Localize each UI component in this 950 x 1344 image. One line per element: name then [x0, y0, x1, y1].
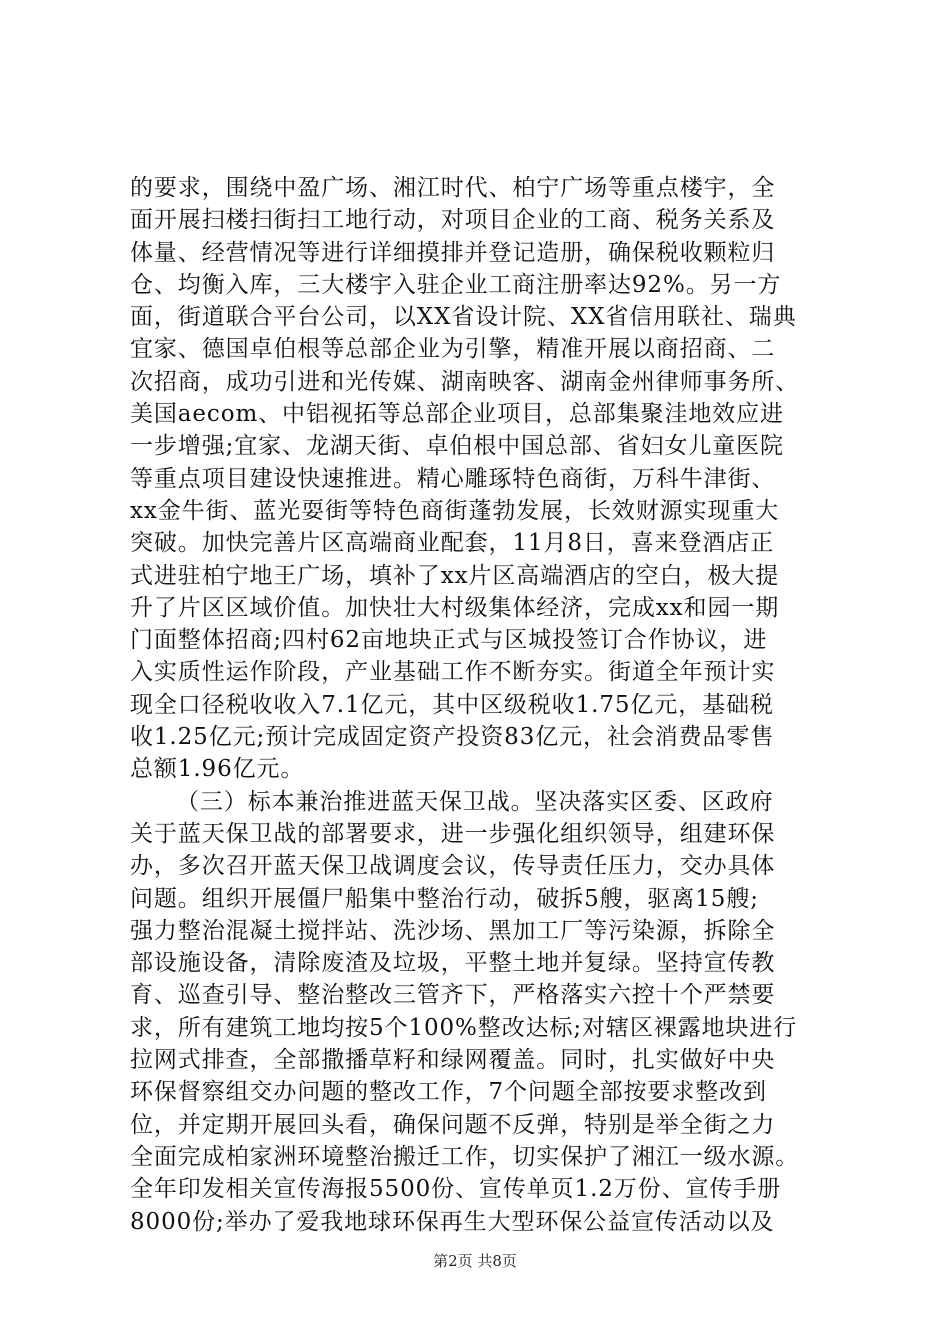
text-line: 门面整体招商;四村62亩地块正式与区城投签订合作协议，进	[130, 627, 768, 654]
text-line: 8000份;举办了爱我地球环保再生大型环保公益宣传活动以及	[130, 1208, 775, 1235]
paragraph	[130, 786, 830, 1238]
text-line: 一步增强;宜家、龙湖天街、卓伯根中国总部、省妇女儿童医院	[130, 433, 784, 460]
text-line: （三）标本兼治推进蓝天保卫战。坚决落实区委、区政府	[176, 788, 774, 815]
text-line: 位，并定期开展回头看，确保问题不反弹，特别是举全街之力	[130, 1111, 776, 1138]
text-line: 宜家、德国卓伯根等总部企业为引擎，精准开展以商招商、二	[130, 336, 776, 363]
document-body	[130, 172, 830, 1238]
text-line: 等重点项目建设快速推进。精心雕琢特色商街，万科牛津街、	[130, 465, 776, 492]
text-line: 收1.25亿元;预计完成固定资产投资83亿元，社会消费品零售	[130, 724, 775, 751]
text-line: 次招商，成功引进和光传媒、湖南映客、湖南金州律师事务所、	[130, 368, 800, 395]
text-line: 问题。组织开展僵尸船集中整治行动，破拆5艘，驱离15艘;	[130, 885, 759, 912]
text-line: 部设施设备，清除废渣及垃圾，平整土地并复绿。坚持宣传教	[130, 950, 776, 977]
text-line: 拉网式排查，全部撒播草籽和绿网覆盖。同时，扎实做好中央	[130, 1047, 776, 1074]
text-line: 美国aecom、中铝视拓等总部企业项目，总部集聚洼地效应进	[130, 401, 784, 428]
text-line: 突破。加快完善片区高端商业配套，11月8日，喜来登酒店正	[130, 530, 775, 557]
text-line: 环保督察组交办问题的整改工作，7个问题全部按要求整改到	[130, 1079, 767, 1106]
page-number: 第2页 共8页	[433, 1252, 517, 1270]
text-line: 总额1.96亿元。	[130, 756, 305, 783]
text-line: xx金牛街、蓝光耍街等特色商街蓬勃发展，长效财源实现重大	[130, 497, 780, 524]
text-line: 升了片区区域价值。加快壮大村级集体经济，完成xx和园一期	[130, 594, 780, 621]
text-line: 面，街道联合平台公司，以XX省设计院、XX省信用联社、瑞典	[130, 304, 797, 331]
text-line: 体量、经营情况等进行详细摸排并登记造册，确保税收颗粒归	[130, 239, 776, 266]
text-line: 求，所有建筑工地均按5个100%整改达标;对辖区裸露地块进行	[130, 1014, 798, 1041]
text-line: 的要求，围绕中盈广场、湘江时代、柏宁广场等重点楼宇，全	[130, 175, 776, 201]
text-line: 强力整治混凝土搅拌站、洗沙场、黑加工厂等污染源，拆除全	[130, 917, 776, 944]
paragraph	[130, 172, 830, 786]
text-line: 全年印发相关宣传海报5500份、宣传单页1.2万份、宣传手册	[130, 1176, 782, 1203]
text-line: 式进驻柏宁地王广场，填补了xx片区高端酒店的空白，极大提	[130, 562, 780, 589]
text-line: 仓、均衡入库，三大楼宇入驻企业工商注册率达92%。另一方	[130, 271, 782, 298]
text-line: 全面完成柏家洲环境整治搬迁工作，切实保护了湘江一级水源。	[130, 1143, 800, 1170]
text-line: 面开展扫楼扫街扫工地行动，对项目企业的工商、税务关系及	[130, 207, 776, 234]
page-footer	[0, 1250, 950, 1271]
text-line: 关于蓝天保卫战的部署要求，进一步强化组织领导，组建环保	[130, 820, 776, 847]
text-line: 现全口径税收收入7.1亿元，其中区级税收1.75亿元，基础税	[130, 691, 774, 718]
text-line: 办，多次召开蓝天保卫战调度会议，传导责任压力，交办具体	[130, 853, 776, 880]
text-line: 入实质性运作阶段，产业基础工作不断夯实。街道全年预计实	[130, 659, 776, 686]
text-line: 育、巡查引导、整治整改三管齐下，严格落实六控十个严禁要	[130, 982, 776, 1009]
